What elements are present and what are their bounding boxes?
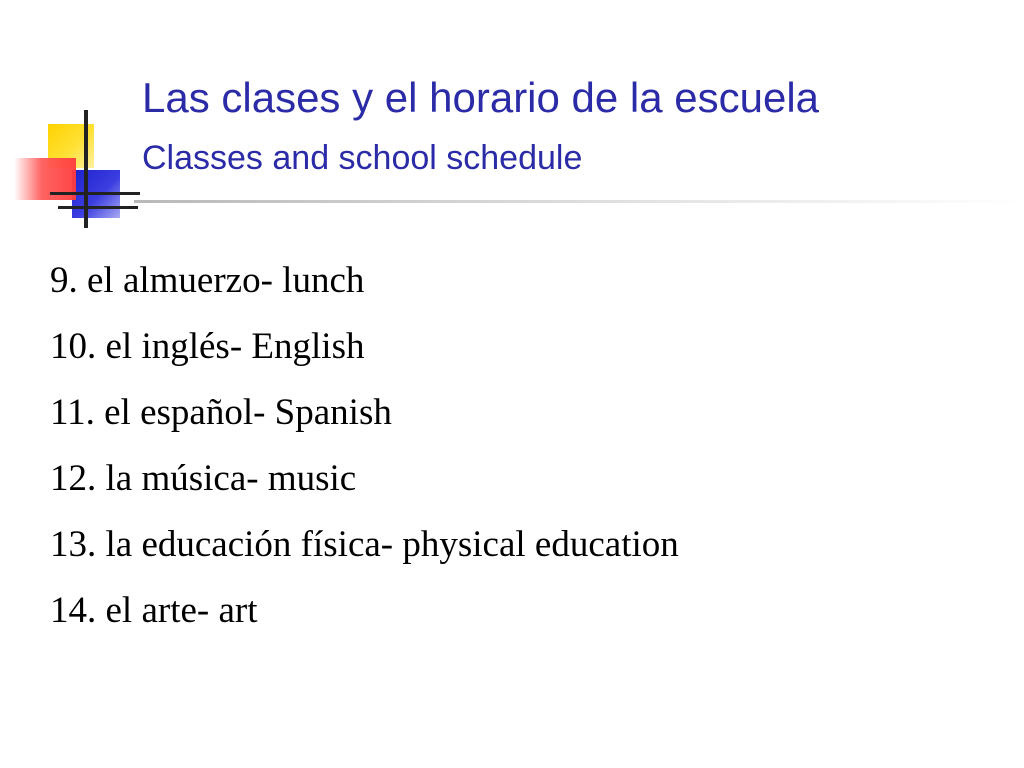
logo-horizontal-line-top	[50, 192, 140, 195]
list-item: 9. el almuerzo- lunch	[50, 260, 365, 301]
slide-subtitle: Classes and school schedule	[142, 139, 583, 177]
vocabulary-list	[50, 248, 679, 644]
list-item: 11. el español- Spanish	[50, 392, 392, 433]
list-item: 14. el arte- art	[50, 590, 258, 631]
decorative-squares-logo	[0, 100, 160, 240]
list-item: 10. el inglés- English	[50, 326, 365, 367]
list-item: 13. la educación física- physical education	[50, 524, 679, 565]
slide-title: Las clases y el horario de la escuela	[142, 74, 820, 121]
list-item: 12. la música- music	[50, 458, 357, 499]
logo-vertical-line	[84, 110, 88, 228]
logo-horizontal-line-bottom	[58, 206, 138, 209]
title-divider	[134, 200, 1024, 203]
